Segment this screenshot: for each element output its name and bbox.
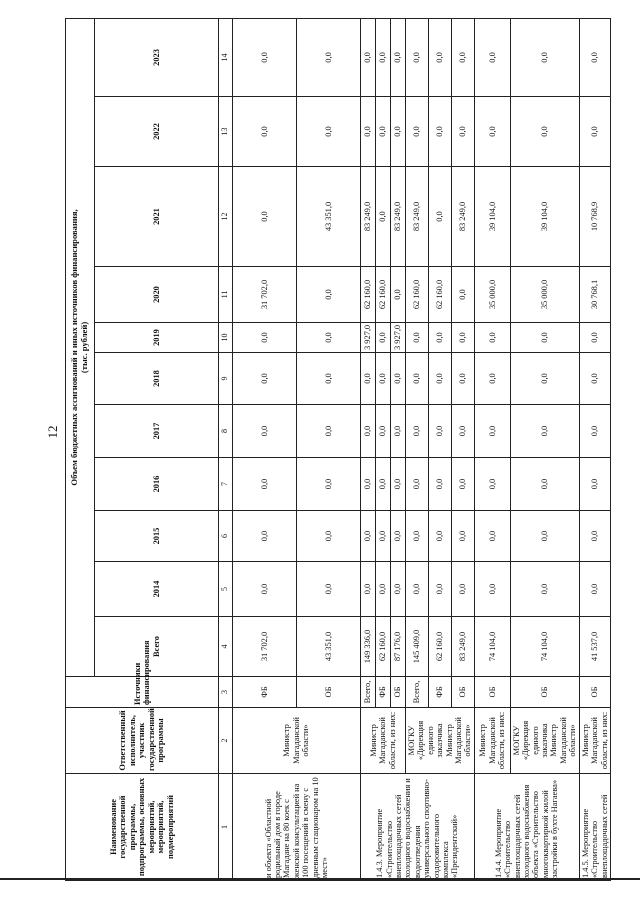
value-cell: 10 768,9: [579, 167, 610, 267]
source-cell: ОБ: [451, 677, 474, 708]
value-cell: 74 104,0: [474, 617, 510, 677]
value-cell: 35 000,0: [510, 267, 579, 323]
value-cell: 43 351,0: [297, 167, 361, 267]
column-index-row: [219, 18, 233, 880]
value-cell: 0,0: [474, 353, 510, 405]
table-row: [233, 18, 297, 880]
value-cell: 149 336,0: [361, 617, 376, 677]
value-cell: 83 249,0: [451, 167, 474, 267]
value-cell: 39 104,0: [510, 167, 579, 267]
value-cell: 0,0: [233, 458, 297, 511]
value-cell: 0,0: [579, 458, 610, 511]
value-cell: 0,0: [361, 18, 376, 96]
value-cell: 0,0: [297, 511, 361, 562]
value-cell: 0,0: [510, 18, 579, 96]
value-cell: 0,0: [474, 511, 510, 562]
value-cell: 83 249,0: [451, 617, 474, 677]
value-cell: 87 176,0: [391, 617, 406, 677]
value-cell: 0,0: [474, 562, 510, 617]
value-cell: 62 160,0: [406, 267, 429, 323]
value-cell: 0,0: [451, 267, 474, 323]
value-cell: 0,0: [474, 405, 510, 458]
source-cell: ФБ: [428, 677, 451, 708]
value-cell: 83 249,0: [406, 167, 429, 267]
value-cell: 0,0: [376, 511, 391, 562]
value-cell: 0,0: [428, 18, 451, 96]
value-cell: 0,0: [474, 18, 510, 96]
header-executor: Ответственный исполнитель, участник государственной программы: [66, 708, 219, 774]
column-index-11: 12: [219, 167, 233, 267]
value-cell: 0,0: [391, 97, 406, 167]
value-cell: 0,0: [579, 562, 610, 617]
row-name: и объекта «Областной родильный дом в городе Магадане на 80 коек с женской консультацией на 100 посещений в смену с дневным стационаром на 10 мест»: [233, 774, 361, 881]
column-index-9: 10: [219, 323, 233, 353]
column-index-5: 6: [219, 511, 233, 562]
value-cell: 0,0: [406, 405, 429, 458]
source-cell: ОБ: [579, 677, 610, 708]
value-cell: 0,0: [406, 562, 429, 617]
value-cell: 0,0: [361, 458, 376, 511]
value-cell: 43 351,0: [297, 617, 361, 677]
column-index-4: 5: [219, 562, 233, 617]
value-cell: 3 927,0: [361, 323, 376, 353]
page-number: 12: [45, 425, 60, 439]
value-cell: 0,0: [451, 18, 474, 96]
footer-divider: [0, 878, 640, 880]
value-cell: 0,0: [510, 405, 579, 458]
row-executor: Министр Магаданской области, из них:: [361, 708, 406, 774]
financing-table: [65, 18, 611, 881]
column-index-8: 9: [219, 353, 233, 405]
value-cell: 0,0: [376, 405, 391, 458]
row-executor: Министр Магаданской области, из них:: [474, 708, 510, 774]
value-cell: 62 160,0: [376, 267, 391, 323]
value-cell: 31 702,0: [233, 267, 297, 323]
header-name: Наименование государственной программы, подпрограммы, основных мероприятий, мероприятий, подмероприятий: [66, 774, 219, 881]
source-cell: ОБ: [391, 677, 406, 708]
rotated-table-page: [65, 19, 609, 881]
row-name: 1.4.3. Мероприятие «Строительство внеплощадочных сетей холодного водоснабжения и водоотведения универсального спортивно-оздоровительного комплекса «Президентский»: [361, 774, 475, 881]
value-cell: 0,0: [376, 97, 391, 167]
value-cell: 0,0: [451, 511, 474, 562]
value-cell: 31 702,0: [233, 617, 297, 677]
value-cell: 145 409,0: [406, 617, 429, 677]
value-cell: 0,0: [297, 405, 361, 458]
value-cell: 0,0: [233, 405, 297, 458]
value-cell: 0,0: [510, 323, 579, 353]
value-cell: 0,0: [428, 97, 451, 167]
table-row: [361, 18, 376, 880]
row-executor: Министр Магаданской области, из них:: [579, 708, 610, 774]
value-cell: 0,0: [297, 353, 361, 405]
column-index-12: 13: [219, 97, 233, 167]
header-year-4: 2017: [95, 405, 219, 458]
value-cell: 0,0: [297, 97, 361, 167]
table-row: [579, 18, 610, 880]
source-cell: ОБ: [510, 677, 579, 708]
value-cell: 0,0: [376, 562, 391, 617]
header-year-3: 2016: [95, 458, 219, 511]
value-cell: 0,0: [391, 458, 406, 511]
header-year-10: 2023: [95, 18, 219, 96]
value-cell: 83 249,0: [391, 167, 406, 267]
header-year-0: Всего: [95, 617, 219, 677]
value-cell: 0,0: [297, 267, 361, 323]
value-cell: 0,0: [297, 458, 361, 511]
value-cell: 0,0: [297, 562, 361, 617]
source-cell: Всего,: [361, 677, 376, 708]
value-cell: 0,0: [391, 18, 406, 96]
value-cell: 0,0: [428, 511, 451, 562]
value-cell: 0,0: [361, 405, 376, 458]
value-cell: 0,0: [406, 18, 429, 96]
value-cell: 0,0: [376, 323, 391, 353]
header-year-8: 2021: [95, 167, 219, 267]
source-cell: ФБ: [233, 677, 297, 708]
column-index-1: 2: [219, 708, 233, 774]
source-cell: ОБ: [474, 677, 510, 708]
value-cell: 0,0: [451, 562, 474, 617]
header-year-6: 2019: [95, 323, 219, 353]
table-row: [474, 18, 510, 880]
row-name: 1.4.4. Мероприятие «Строительство внеплощадочных сетей холодного водоснабжения объекта «Строительство многоквартирной жилой застройки в бухте Нагаева»: [474, 774, 579, 881]
value-cell: 0,0: [451, 353, 474, 405]
source-cell: ОБ: [297, 677, 361, 708]
column-index-3: 4: [219, 617, 233, 677]
value-cell: 0,0: [428, 167, 451, 267]
value-cell: 0,0: [510, 562, 579, 617]
value-cell: 0,0: [510, 511, 579, 562]
value-cell: 0,0: [297, 323, 361, 353]
value-cell: 0,0: [233, 353, 297, 405]
header-budget: [66, 18, 95, 676]
table-row: [510, 18, 579, 880]
column-index-10: 11: [219, 267, 233, 323]
value-cell: 62 160,0: [361, 267, 376, 323]
value-cell: 0,0: [474, 323, 510, 353]
value-cell: 0,0: [233, 562, 297, 617]
value-cell: 83 249,0: [361, 167, 376, 267]
value-cell: 0,0: [451, 323, 474, 353]
value-cell: 62 160,0: [428, 267, 451, 323]
value-cell: 0,0: [233, 167, 297, 267]
value-cell: 0,0: [406, 353, 429, 405]
column-index-6: 7: [219, 458, 233, 511]
value-cell: 3 927,0: [391, 323, 406, 353]
value-cell: 0,0: [391, 405, 406, 458]
column-index-7: 8: [219, 405, 233, 458]
column-index-13: 14: [219, 18, 233, 96]
value-cell: 0,0: [233, 18, 297, 96]
value-cell: 0,0: [391, 267, 406, 323]
value-cell: 0,0: [579, 18, 610, 96]
value-cell: 0,0: [391, 353, 406, 405]
row-name: 1.4.5. Мероприятие «Строительство внеплощадочных сетей: [579, 774, 610, 881]
value-cell: 41 537,0: [579, 617, 610, 677]
value-cell: 35 000,0: [474, 267, 510, 323]
value-cell: 74 104,0: [510, 617, 579, 677]
value-cell: 0,0: [376, 353, 391, 405]
value-cell: 0,0: [406, 97, 429, 167]
value-cell: 62 160,0: [428, 617, 451, 677]
header-year-7: 2020: [95, 267, 219, 323]
value-cell: 39 104,0: [474, 167, 510, 267]
value-cell: 0,0: [579, 323, 610, 353]
value-cell: 0,0: [428, 562, 451, 617]
value-cell: 0,0: [579, 405, 610, 458]
header-year-9: 2022: [95, 97, 219, 167]
row-executor: МОГКУ «Дирекция единого заказчика Министр Магаданской области»: [510, 708, 579, 774]
value-cell: 0,0: [361, 562, 376, 617]
source-cell: ФБ: [376, 677, 391, 708]
value-cell: 0,0: [406, 323, 429, 353]
value-cell: 0,0: [579, 511, 610, 562]
value-cell: 0,0: [391, 511, 406, 562]
header-year-5: 2018: [95, 353, 219, 405]
value-cell: 0,0: [451, 405, 474, 458]
value-cell: 0,0: [474, 458, 510, 511]
table-row: [406, 18, 429, 880]
value-cell: 0,0: [376, 167, 391, 267]
value-cell: 0,0: [579, 97, 610, 167]
value-cell: 0,0: [474, 97, 510, 167]
column-index-2: 3: [219, 677, 233, 708]
value-cell: 0,0: [428, 323, 451, 353]
value-cell: 30 768,1: [579, 267, 610, 323]
header-year-2: 2015: [95, 511, 219, 562]
value-cell: 0,0: [233, 511, 297, 562]
value-cell: 0,0: [376, 18, 391, 96]
value-cell: 0,0: [510, 97, 579, 167]
value-cell: 0,0: [376, 458, 391, 511]
value-cell: 0,0: [406, 458, 429, 511]
value-cell: 0,0: [579, 353, 610, 405]
source-cell: Всего,: [406, 677, 429, 708]
value-cell: 0,0: [233, 97, 297, 167]
value-cell: 0,0: [428, 353, 451, 405]
value-cell: 0,0: [361, 353, 376, 405]
value-cell: 0,0: [361, 97, 376, 167]
header-year-1: 2014: [95, 562, 219, 617]
header-source: Источники финансирования: [66, 677, 219, 708]
header-budget-title: Объем бюджетных ассигнований и иных источников финансирования,: [69, 209, 80, 486]
value-cell: 0,0: [451, 458, 474, 511]
value-cell: 0,0: [391, 562, 406, 617]
value-cell: 0,0: [233, 323, 297, 353]
row-executor: Министр Магаданской области»: [233, 708, 361, 774]
value-cell: 0,0: [510, 458, 579, 511]
value-cell: 0,0: [428, 405, 451, 458]
value-cell: 62 160,0: [376, 617, 391, 677]
value-cell: 0,0: [451, 97, 474, 167]
column-index-0: 1: [219, 774, 233, 881]
value-cell: 0,0: [361, 511, 376, 562]
row-executor: МОГКУ «Дирекция единого заказчика Министр Магаданской области»: [406, 708, 475, 774]
value-cell: 0,0: [428, 458, 451, 511]
value-cell: 0,0: [406, 511, 429, 562]
value-cell: 0,0: [510, 353, 579, 405]
value-cell: 0,0: [297, 18, 361, 96]
header-budget-unit: (тыс. рублей): [79, 321, 89, 374]
